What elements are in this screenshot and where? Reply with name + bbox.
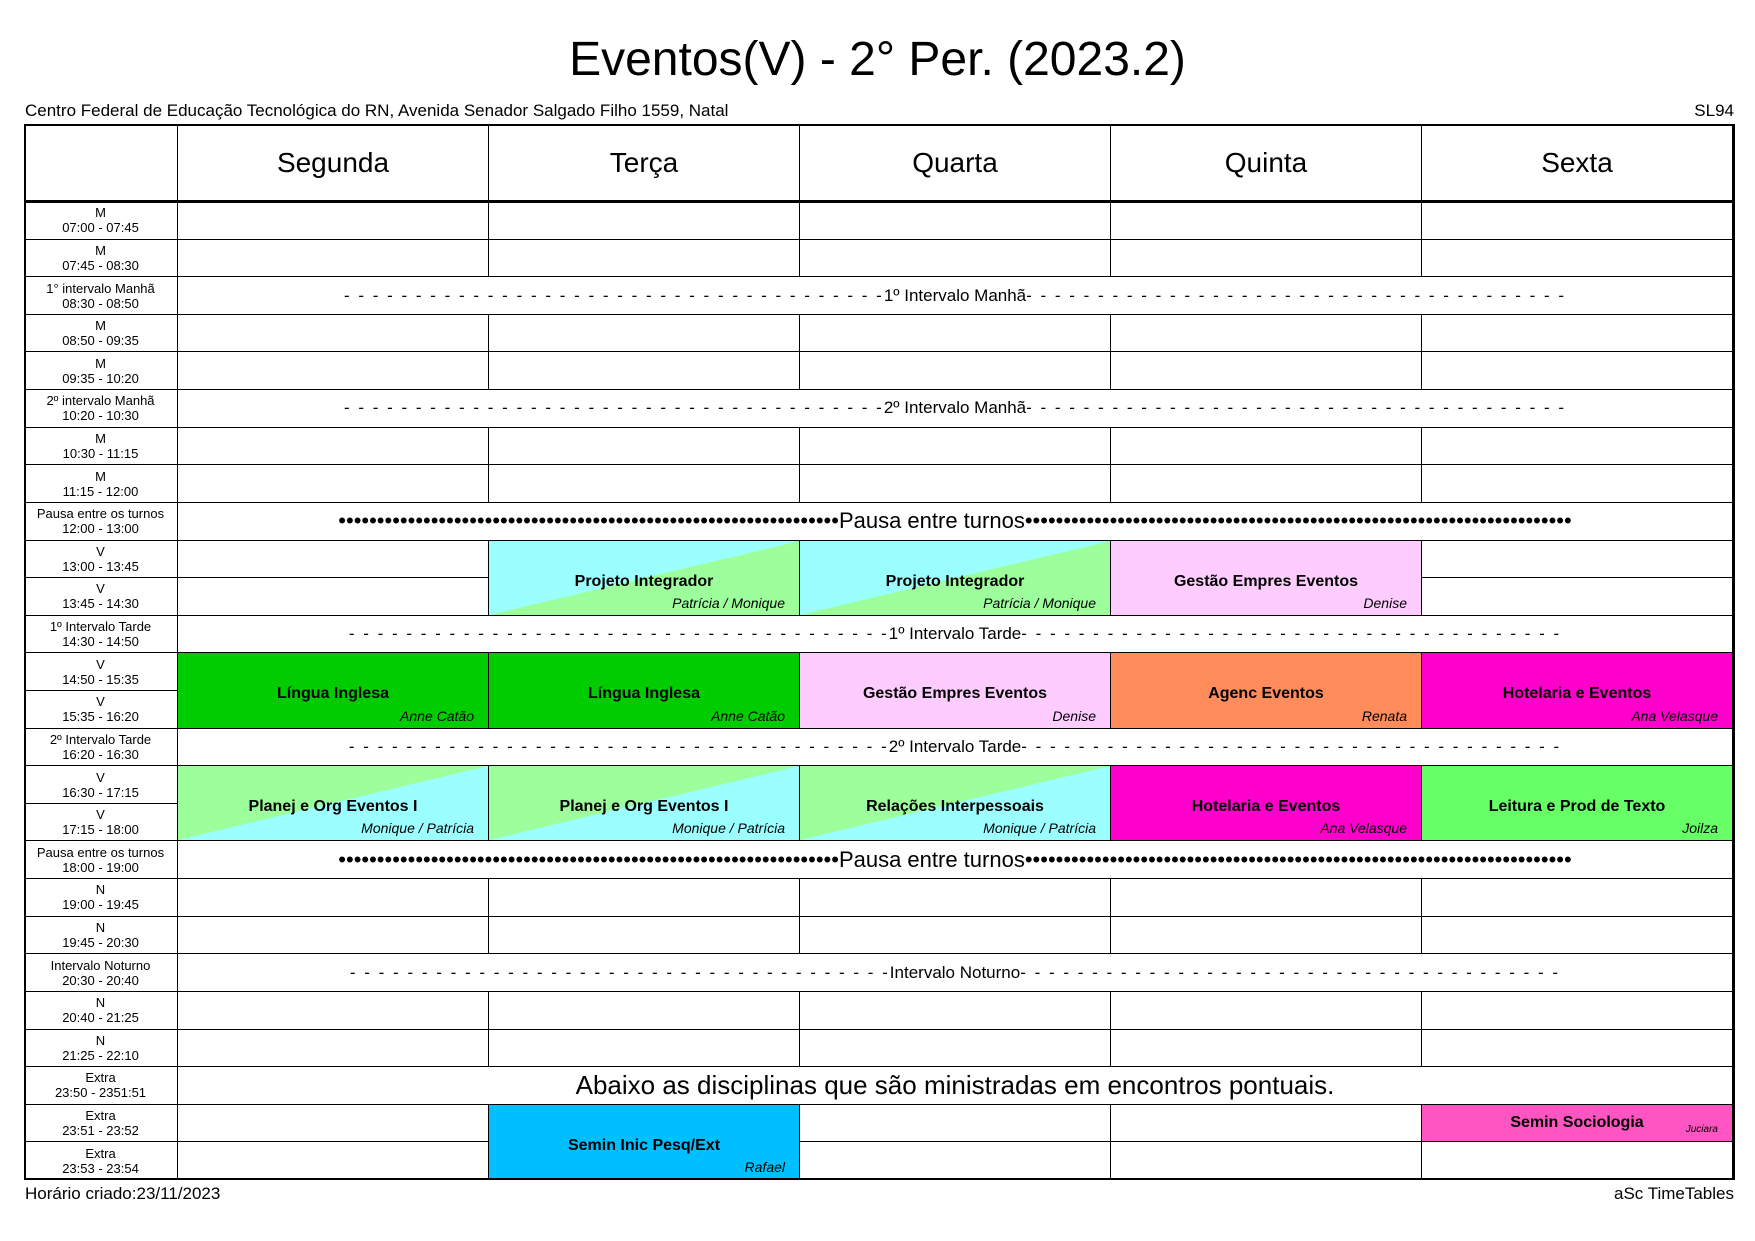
period-label: V (96, 769, 105, 785)
page-title: Eventos(V) - 2° Per. (2023.2) (569, 33, 1186, 86)
empty-slot[interactable] (800, 1142, 1111, 1180)
empty-slot[interactable] (1422, 315, 1733, 353)
lesson-subject: Gestão Empres Eventos (862, 685, 1048, 703)
period-label: N (95, 1032, 106, 1048)
period-cell (24, 954, 178, 992)
period-cell (24, 428, 178, 466)
empty-slot[interactable] (489, 879, 800, 917)
period-label: N (95, 995, 106, 1011)
period-cell (24, 729, 178, 767)
day-header: Quinta (1111, 124, 1422, 202)
lesson-subject: Hotelaria e Eventos (1502, 685, 1652, 703)
period-time: 23:53 - 23:54 (62, 1160, 139, 1176)
empty-slot[interactable] (178, 315, 489, 353)
break-filler: - - - - - - - - - - - - - - - - - - - - - - - - - - - - - - - - - - - - - - (1026, 398, 1567, 418)
period-cell (24, 202, 178, 240)
empty-slot[interactable] (1422, 541, 1733, 579)
empty-slot[interactable] (1111, 1142, 1422, 1180)
break-label: Intervalo Noturno (889, 962, 1021, 982)
day-header: Segunda (178, 124, 489, 202)
period-cell (24, 578, 178, 616)
period-label: M (95, 430, 106, 446)
empty-slot[interactable] (800, 1030, 1111, 1068)
period-time: 16:30 - 17:15 (62, 784, 139, 800)
lesson-card[interactable] (489, 766, 800, 841)
empty-slot[interactable] (489, 917, 800, 955)
empty-slot[interactable] (1111, 1030, 1422, 1068)
lesson-teacher: Monique / Patrícia (983, 820, 1096, 837)
empty-slot[interactable] (1111, 428, 1422, 466)
lesson-subject: Leitura e Prod de Texto (1488, 798, 1666, 816)
period-time: 16:20 - 16:30 (62, 746, 139, 762)
empty-slot[interactable] (800, 428, 1111, 466)
period-label: N (95, 919, 106, 935)
period-cell (24, 1142, 178, 1180)
period-label: M (95, 205, 106, 221)
period-time: 11:15 - 12:00 (62, 483, 139, 499)
period-label: V (96, 543, 105, 559)
room-code: SL94 (1694, 101, 1734, 120)
lesson-subject: Planej e Org Eventos I (248, 798, 418, 816)
lesson-card[interactable] (1111, 541, 1422, 616)
period-time: 20:30 - 20:40 (62, 972, 139, 988)
period-cell (24, 879, 178, 917)
lesson-teacher: Joilza (1682, 820, 1718, 837)
period-time: 23:50 - 2351:51 (54, 1085, 147, 1101)
lesson-card[interactable] (1111, 766, 1422, 841)
empty-slot[interactable] (489, 240, 800, 278)
empty-slot[interactable] (1422, 352, 1733, 390)
period-label: Pausa entre os turnos (36, 506, 165, 522)
empty-slot[interactable] (1422, 428, 1733, 466)
lesson-card[interactable] (800, 541, 1111, 616)
period-cell (24, 315, 178, 353)
period-label: N (95, 882, 106, 898)
empty-slot[interactable] (800, 1105, 1111, 1143)
empty-slot[interactable] (1422, 1030, 1733, 1068)
break-filler: ••••••••••••••••••••••••••••••••••••••••••••••••••••••••••••••••• (338, 846, 839, 872)
empty-slot[interactable] (800, 879, 1111, 917)
break-filler: - - - - - - - - - - - - - - - - - - - - - - - - - - - - - - - - - - - - - - (1021, 624, 1562, 644)
lesson-card[interactable] (178, 766, 489, 841)
lesson-card[interactable] (489, 541, 800, 616)
period-cell (24, 691, 178, 729)
lesson-teacher: Patrícia / Monique (983, 594, 1096, 611)
lesson-teacher: Renata (1361, 707, 1407, 724)
break-filler: - - - - - - - - - - - - - - - - - - - - - - - - - - - - - - - - - - - - - - (348, 624, 889, 644)
empty-slot[interactable] (800, 315, 1111, 353)
period-label: V (96, 581, 105, 597)
period-cell (24, 1030, 178, 1068)
empty-slot[interactable] (800, 917, 1111, 955)
period-time: 07:45 - 08:30 (62, 257, 139, 273)
period-time: 19:00 - 19:45 (62, 897, 139, 913)
empty-slot[interactable] (1111, 352, 1422, 390)
break-label: Pausa entre turnos (838, 508, 1025, 534)
break-filler: - - - - - - - - - - - - - - - - - - - - - - - - - - - - - - - - - - - - - - (343, 285, 884, 305)
empty-slot[interactable] (178, 240, 489, 278)
empty-slot[interactable] (489, 315, 800, 353)
period-time: 12:00 - 13:00 (62, 521, 139, 537)
period-time: 14:50 - 15:35 (62, 671, 139, 687)
day-header: Sexta (1422, 124, 1733, 202)
period-time: 10:30 - 11:15 (62, 445, 139, 461)
lesson-card[interactable] (489, 1105, 800, 1180)
period-cell (24, 240, 178, 278)
lesson-card[interactable] (1111, 653, 1422, 728)
period-time: 13:45 - 14:30 (62, 596, 139, 612)
empty-slot[interactable] (1111, 992, 1422, 1030)
break-band (178, 390, 1733, 428)
period-cell (24, 841, 178, 879)
empty-slot[interactable] (178, 465, 489, 503)
empty-slot[interactable] (178, 1105, 489, 1143)
period-label: 1º Intervalo Tarde (49, 619, 152, 635)
schedule-note: Abaixo as disciplinas que são ministradas em encontros pontuais. (178, 1067, 1733, 1105)
lesson-card[interactable] (1422, 1105, 1733, 1143)
empty-slot[interactable] (178, 879, 489, 917)
break-filler: - - - - - - - - - - - - - - - - - - - - - - - - - - - - - - - - - - - - - - (348, 736, 889, 756)
lesson-teacher: Anne Catão (711, 707, 785, 724)
period-cell (24, 804, 178, 842)
empty-slot[interactable] (1111, 315, 1422, 353)
lesson-subject: Língua Inglesa (587, 685, 700, 703)
lesson-subject: Semin Sociologia (1510, 1114, 1644, 1132)
break-band (178, 277, 1733, 315)
empty-slot[interactable] (489, 992, 800, 1030)
lesson-subject: Planej e Org Eventos I (559, 798, 729, 816)
period-label: Extra (85, 1145, 116, 1161)
period-label: M (95, 355, 106, 371)
period-time: 07:00 - 07:45 (62, 220, 139, 236)
period-time: 19:45 - 20:30 (62, 934, 139, 950)
lesson-teacher: Monique / Patrícia (672, 820, 785, 837)
period-cell (24, 277, 178, 315)
break-label: Pausa entre turnos (838, 846, 1025, 872)
lesson-card[interactable] (489, 653, 800, 728)
period-time: 21:25 - 22:10 (62, 1047, 139, 1063)
timetable-grid (24, 124, 1735, 1180)
lesson-teacher: Juciara (1685, 1124, 1718, 1136)
empty-slot[interactable] (178, 578, 489, 616)
day-header: Terça (489, 124, 800, 202)
empty-slot[interactable] (1422, 465, 1733, 503)
break-filler: ••••••••••••••••••••••••••••••••••••••••••••••••••••••••••••••••• (338, 508, 839, 534)
day-header: Quarta (800, 124, 1111, 202)
empty-slot[interactable] (800, 992, 1111, 1030)
period-time: 18:00 - 19:00 (62, 859, 139, 875)
period-cell (24, 653, 178, 691)
period-label: 1° intervalo Manhã (46, 280, 155, 296)
empty-slot[interactable] (1422, 879, 1733, 917)
break-filler: - - - - - - - - - - - - - - - - - - - - - - - - - - - - - - - - - - - - - - (343, 398, 884, 418)
empty-slot[interactable] (1111, 240, 1422, 278)
period-cell (24, 992, 178, 1030)
break-band (178, 503, 1733, 541)
lesson-subject: Língua Inglesa (276, 685, 389, 703)
lesson-teacher: Ana Velasque (1320, 820, 1407, 837)
lesson-teacher: Monique / Patrícia (361, 820, 474, 837)
break-filler: - - - - - - - - - - - - - - - - - - - - - - - - - - - - - - - - - - - - - - (349, 962, 890, 982)
period-cell (24, 503, 178, 541)
period-time: 08:50 - 09:35 (62, 333, 139, 349)
period-cell (24, 1105, 178, 1143)
lesson-teacher: Denise (1052, 707, 1096, 724)
break-filler: ••••••••••••••••••••••••••••••••••••••••••••••••••••••••••••••••••••••• (1024, 846, 1572, 872)
period-label: V (96, 694, 105, 710)
lesson-subject: Hotelaria e Eventos (1191, 798, 1341, 816)
empty-slot[interactable] (1422, 992, 1733, 1030)
lesson-subject: Projeto Integrador (574, 572, 714, 590)
period-label: Pausa entre os turnos (36, 844, 165, 860)
period-cell (24, 766, 178, 804)
empty-slot[interactable] (1422, 1142, 1733, 1180)
period-time: 13:00 - 13:45 (62, 558, 139, 574)
empty-slot[interactable] (178, 1030, 489, 1068)
empty-slot[interactable] (1111, 917, 1422, 955)
empty-slot[interactable] (489, 465, 800, 503)
period-label: 2º Intervalo Tarde (49, 731, 152, 747)
empty-slot[interactable] (489, 202, 800, 240)
empty-slot[interactable] (1111, 202, 1422, 240)
lesson-subject: Agenc Eventos (1208, 685, 1324, 703)
period-time: 20:40 - 21:25 (62, 1010, 139, 1026)
period-cell (24, 1067, 178, 1105)
period-label: Extra (85, 1070, 116, 1086)
lesson-card[interactable] (1422, 653, 1733, 728)
lesson-subject: Gestão Empres Eventos (1173, 572, 1359, 590)
lesson-teacher: Ana Velasque (1631, 707, 1718, 724)
lesson-teacher: Patrícia / Monique (672, 594, 785, 611)
period-label: M (95, 318, 106, 334)
period-label: M (95, 468, 106, 484)
corner-cell (24, 124, 178, 202)
period-cell (24, 465, 178, 503)
period-time: 23:51 - 23:52 (62, 1123, 139, 1139)
lesson-card[interactable] (1422, 766, 1733, 841)
period-time: 14:30 - 14:50 (62, 634, 139, 650)
school-address: Centro Federal de Educação Tecnológica do RN, Avenida Senador Salgado Filho 1559, Natal (25, 101, 729, 120)
break-filler: ••••••••••••••••••••••••••••••••••••••••••••••••••••••••••••••••••••••• (1024, 508, 1572, 534)
lesson-card[interactable] (800, 653, 1111, 728)
break-filler: - - - - - - - - - - - - - - - - - - - - - - - - - - - - - - - - - - - - - - (1026, 285, 1567, 305)
empty-slot[interactable] (800, 240, 1111, 278)
period-cell (24, 352, 178, 390)
empty-slot[interactable] (178, 202, 489, 240)
break-label: 1º Intervalo Tarde (888, 624, 1022, 644)
period-time: 17:15 - 18:00 (62, 822, 139, 838)
period-label: Extra (85, 1108, 116, 1124)
period-label: Intervalo Noturno (50, 957, 151, 973)
period-label: V (96, 656, 105, 672)
lesson-subject: Semin Inic Pesq/Ext (567, 1136, 721, 1154)
period-time: 08:30 - 08:50 (62, 295, 139, 311)
empty-slot[interactable] (1422, 917, 1733, 955)
empty-slot[interactable] (1422, 578, 1733, 616)
lesson-teacher: Anne Catão (400, 707, 474, 724)
empty-slot[interactable] (489, 1030, 800, 1068)
software-credit: aSc TimeTables (1614, 1184, 1734, 1203)
break-label: 2º Intervalo Tarde (888, 736, 1022, 756)
period-cell (24, 616, 178, 654)
period-time: 10:20 - 10:30 (62, 408, 139, 424)
empty-slot[interactable] (178, 992, 489, 1030)
created-date: Horário criado:23/11/2023 (25, 1184, 221, 1203)
break-band (178, 729, 1733, 767)
break-label: 1º Intervalo Manhã (883, 285, 1027, 305)
empty-slot[interactable] (800, 465, 1111, 503)
lesson-card[interactable] (800, 766, 1111, 841)
break-band (178, 954, 1733, 992)
empty-slot[interactable] (178, 428, 489, 466)
lesson-teacher: Rafael (744, 1158, 785, 1175)
break-band (178, 616, 1733, 654)
break-label: 2º Intervalo Manhã (883, 398, 1027, 418)
break-band (178, 841, 1733, 879)
empty-slot[interactable] (178, 917, 489, 955)
period-label: M (95, 242, 106, 258)
lesson-subject: Relações Interpessoais (866, 798, 1044, 816)
empty-slot[interactable] (178, 541, 489, 579)
empty-slot[interactable] (1111, 465, 1422, 503)
break-filler: - - - - - - - - - - - - - - - - - - - - - - - - - - - - - - - - - - - - - - (1020, 962, 1561, 982)
period-label: 2º intervalo Manhã (46, 393, 155, 409)
period-time: 09:35 - 10:20 (62, 370, 139, 386)
empty-slot[interactable] (800, 352, 1111, 390)
empty-slot[interactable] (489, 352, 800, 390)
empty-slot[interactable] (1422, 202, 1733, 240)
period-cell (24, 917, 178, 955)
lesson-subject: Projeto Integrador (885, 572, 1025, 590)
empty-slot[interactable] (178, 1142, 489, 1180)
lesson-teacher: Denise (1363, 594, 1407, 611)
empty-slot[interactable] (1422, 240, 1733, 278)
period-label: V (96, 807, 105, 823)
empty-slot[interactable] (800, 202, 1111, 240)
period-cell (24, 390, 178, 428)
period-cell (24, 541, 178, 579)
period-time: 15:35 - 16:20 (62, 709, 139, 725)
empty-slot[interactable] (489, 428, 800, 466)
empty-slot[interactable] (1111, 1105, 1422, 1143)
empty-slot[interactable] (178, 352, 489, 390)
lesson-card[interactable] (178, 653, 489, 728)
empty-slot[interactable] (1111, 879, 1422, 917)
break-filler: - - - - - - - - - - - - - - - - - - - - - - - - - - - - - - - - - - - - - - (1021, 736, 1562, 756)
